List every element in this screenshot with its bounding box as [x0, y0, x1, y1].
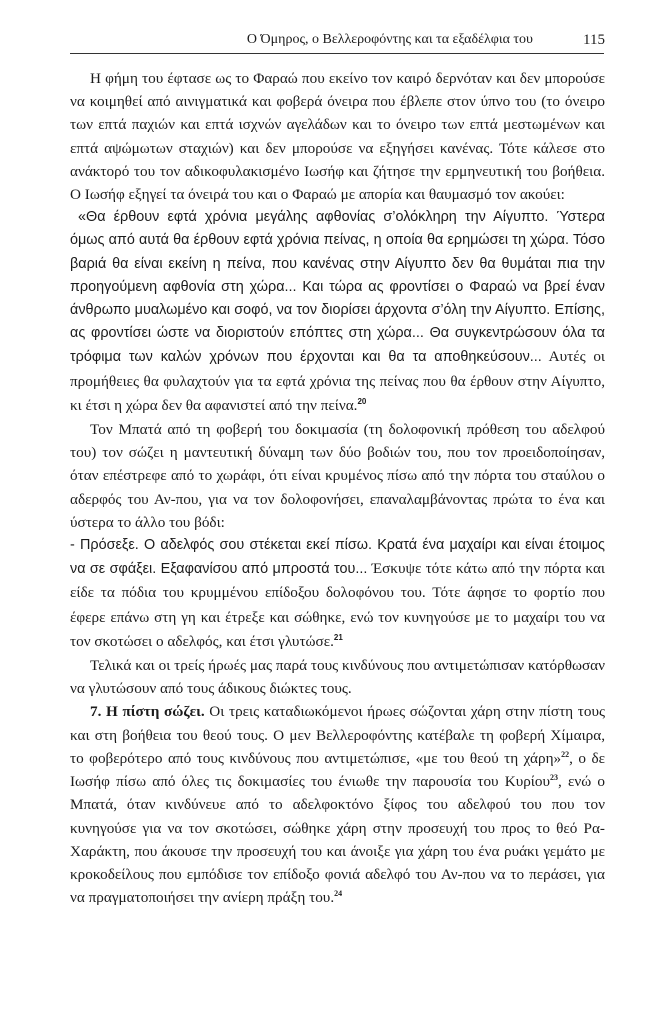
paragraph-bata-warning	[70, 418, 605, 534]
footnote-ref-22: 22	[561, 749, 570, 759]
narration-text: Έσκυψε τότε κάτω από την πόρτα και είδε τα πόδια του κρυμμένου επίδοξου δολοφόνου του. Τότε άφησε το φορτίο που έφερε επάνω στη γη και έτρεξε και σώθηκε, ενώ τον κυνηγούσε με το μαχαίρι του να τον σκοτώσει ο αδελφός, και έτσι γλυτώσε.	[70, 560, 605, 650]
paragraph-text: Οι τρεις καταδιωκόμενοι ήρωες σώζονται χάρη στην πίστη τους και στη βοήθεια του θεού τους. Ο μεν Βελλεροφόντης κατέβαλε τη φοβερή Χίμαιρα, το φοβερότερο από τους κινδύνους που αντιμετώπισε, «με του θεού τη χάρη»	[70, 703, 605, 767]
paragraph-text-2: , ο δε Ιωσήφ πίσω από όλες τις δοκιμασίες του ένιωθε την παρουσία του Κυρίου	[70, 749, 605, 791]
paragraph-text: Τελικά και οι τρείς ήρωές μας παρά τους κινδύνους που αντιμετώπισαν κατόρθωσαν να γλυτώσουν από τους άδικους διώκτες τους.	[70, 657, 605, 698]
page-body	[70, 67, 605, 909]
paragraph-heroes-escape	[70, 654, 605, 700]
section-heading: 7. Η πίστη σώζει.	[90, 703, 205, 721]
page-number: 115	[583, 32, 605, 48]
footnote-ref-24: 24	[334, 889, 343, 899]
section-faith-saves	[70, 700, 605, 909]
paragraph-text: Η φήμη του έφτασε ως το Φαραώ που εκείνο τον καιρό δερνόταν και δεν μπορούσε να κοιμηθεί από αινιγματικά και φοβερά όνειρα που έβλεπε στον ύπνο του (το όνειρο των επτά παχιών και επτά ισχνών αγελάδων και το όνειρο των επτά μεστωμένων και επτά αψώμωτων σταχιών) και δεν μπορούσε να εξηγήσει κανένας. Τότε κάλεσε στο ανάκτορό του τον αδικοφυλακισμένο Ιωσήφ και ζήτησε την ερμηνευτική του βοήθεια. Ο Ιωσήφ εξηγεί τα όνειρά του και ο Φαραώ με απορία και θαυμασμό τον ακούει:	[70, 70, 605, 204]
dialogue-text: - Πρόσεξε. Ο αδελφός σου στέκεται εκεί πίσω. Κρατά ένα μαχαίρι και είναι έτοιμος να σε σφάξει. Εξαφανίσου από μπροστά του...	[70, 537, 605, 578]
footnote-ref-21: 21	[333, 632, 343, 642]
running-title: Ο Όμηρος, ο Βελλεροφόντης και τα εξαδέλφια του	[246, 32, 533, 47]
footnote-ref-20: 20	[357, 396, 367, 406]
paragraph-pharaoh-dreams	[70, 67, 605, 206]
quotation-joseph-interpretation	[70, 206, 605, 418]
paragraph-text: Τον Μπατά από τη φοβερή του δοκιμασία (τη δολοφονική πρόθεση του αδελφού του) τον σώζει η μαντευτική δύναμη των δύο βοδιών του, που τον προειδοποίησαν, όταν επέστρεφε από το χωράφι, ότι είναι κρυμένος πίσω από την πόρτα του σταύλου ο αδερφός του Αν-που, για να τον δολοφονήσει, επαναλαμβάνοντας πρώτα το ένα και ύστερα το άλλο του βόδι:	[70, 421, 605, 531]
footnote-ref-23: 23	[550, 773, 558, 783]
dialogue-oxen	[70, 534, 605, 654]
quotation-text: «Θα έρθουν εφτά χρόνια μεγάλης αφθονίας σ’ολόκληρη την Αίγυπτο. Ύστερα όμως από αυτά θα έρθουν εφτά χρόνια πείνας, η οποία θα ερημώσει τη χώρα. Τόσο βαριά θα είναι εκείνη η πείνα, που κανένας στην Αίγυπτο δεν θα θυμάται πια την προηγούμενη αφθονία στη χώρα... Και τώρα ας φροντίσει ο Φαραώ να βρεί έναν άνθρωπο μυαλωμένο και σοφό, να τον διορίσει άρχοντα σ’όλη την Αίγυπτο. Επίσης, ας φροντίσει ώστε να διοριστούν επόπτες στη χώρα... Θα συγκεντρώσουν όλα τα τρόφιμα των καλών χρόνων που έρχονται και θα τα αποθηκεύσουν...	[70, 209, 605, 366]
paragraph-text-3: , ενώ ο Μπατά, όταν κινδύνευε από το αδελφοκτόνο ξίφος του αδελφού του που τον κυνηγούσε για να τον σκοτώσει, σώθηκε χάρη στην προσευχή του προς το θεό Ρα-Χαράκτη, που άκουσε την προσευχή του και άνοιξε για χάρη του ένα ρυάκι γεμάτο με κροκοδείλους που εμπόδισε τον επίδοξο φονιά αδελφό του Αν-που να το περάσει, για να πραγματοποιήσει την ανίερη πράξη του.	[70, 773, 605, 907]
quotation-text-continued: Αυτές οι προμήθειες θα φυλαχτούν για τα εφτά χρόνια της πείνας που θα έρθουν στην Αίγυπτο, κι έτσι η χώρα δεν θα αφανιστεί από την πείνα.	[70, 348, 606, 414]
header-rule	[70, 53, 604, 54]
